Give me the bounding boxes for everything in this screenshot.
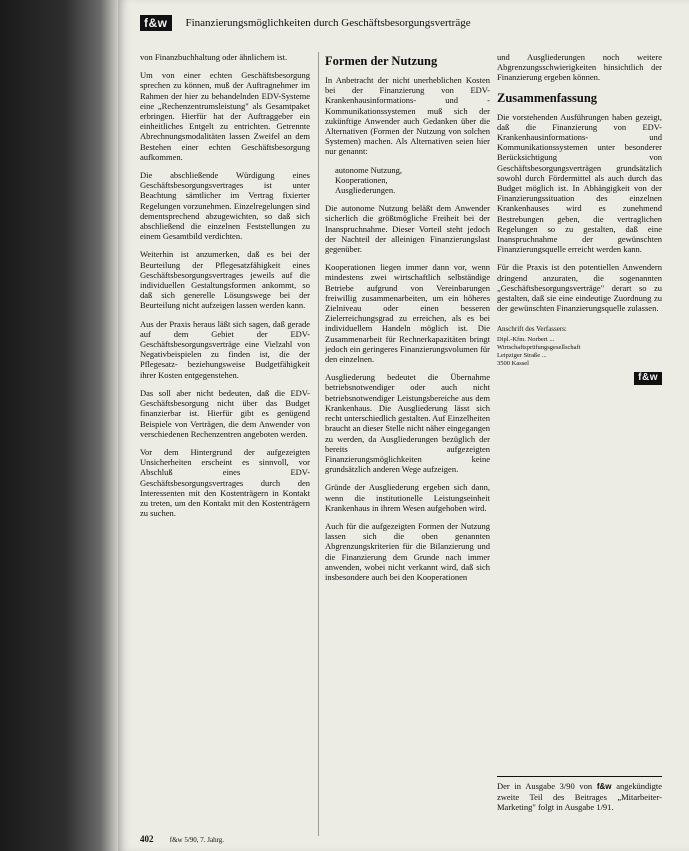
running-title: Finanzierungsmöglichkeiten durch Geschäftsbesorgungsverträge [185, 17, 471, 30]
paragraph: Ausgliederung bedeutet die Übernahme betriebsnotwendiger oder auch nicht betriebsnotwendiger Leistungsbereiche aus dem Krankenhaus. Die Ausgliederung lässt sich recht unterschiedlich gestalten. Auf Einzelheiten braucht an dieser Stelle nicht näher eingegangen zu werden, da Ausgliederungen bezüglich der bereits aufgezeigten Finanzierungsmöglichkeiten keine grundsätzlich anderen Wege aufzeigen. [325, 372, 490, 475]
paragraph: Für die Praxis ist den potentiellen Anwendern dringend anzuraten, die sogenannten „Geschäftsbesorgungsverträge" derart so zu gestalten, daß sie eine eindeutige Zuordnung zu der gewünschten Finanzierungsquelle zulassen. [497, 262, 662, 314]
logo: f&w [140, 15, 172, 31]
note-text: Der in Ausgabe 3/90 von [497, 781, 593, 791]
note-text: angekündigte zweite Teil des Beitrages „Mitarbeiter-Marketing" folgt in Ausgabe 1/91. [497, 781, 662, 813]
page-number: 402 [140, 834, 154, 844]
paragraph: Gründe der Ausgliederung ergeben sich dann, wenn die institutionelle Leistungseinheit Krankenhaus in ihrem Wesen aufgehoben wird. [325, 482, 490, 513]
logo: f&w [596, 782, 612, 791]
paragraph: In Anbetracht der nicht unerheblichen Kosten bei der Finanzierung von EDV-Krankenhausinformations- und -Kommunikationssystemen muß sich der zukünftige Anwender auch Gedanken über die Alternativen (Formen der Nutzung von solchen Systemen) machen. Als Alternativen seien hier nur genannt: [325, 75, 490, 157]
paragraph: Das soll aber nicht bedeuten, daß die EDV-Geschäftsbesorgung nicht über das Budget finanzierbar ist. Hierfür gibt es genügend Beispiele von Verträgen, die dem Anwender von verschiedenen Rechenzentren angeboten werden. [140, 387, 310, 439]
address-label: Anschrift des Verfassers: [497, 325, 567, 334]
author-address [497, 325, 662, 368]
editorial-note [497, 776, 662, 813]
options-list [335, 165, 490, 196]
address-line: Wirtschaftsprüfungsgesellschaft [497, 344, 581, 352]
end-mark [497, 372, 662, 384]
right-column [497, 52, 662, 836]
paragraph: Die abschließende Würdigung eines Geschäftsbesorgungsvertrages ist unter Beachtung sämtlicher im Vertrag fixierter Regelungen vorzunehmen. Einzelregelungen sind dementsprechend abzugewichten, so daß sich abschließend die einzelnen Feststellungen zu einem Gesamtbild verdichten. [140, 170, 310, 242]
paragraph: Die autonome Nutzung beläßt dem Anwender sicherlich die größtmögliche Freiheit bei der Inanspruchnahme. Dieser Vorteil steht jedoch der Nachteil der alleinigen Finanzierungslast gegenüber. [325, 203, 490, 255]
issue-label: f&w 5/90, 7. Jahrg. [169, 836, 225, 844]
paragraph: Die vorstehenden Ausführungen haben gezeigt, daß die Finanzierung von EDV-Krankenhausinformations- und Kommunikationssystemen unter besonderer Berücksichtigung von Geschäftsbesorgungsverträgen grundsätzlich sowohl durch Fördermittel als auch durch das Budget möglich ist. In Abhängigkeit von der Finanzierungssituation des einzelnen Krankenhauses wird es zunehmend Bestrebungen geben, die vertraglichen Regelungen so zu gestalten, daß eine Inanspruchnahme der gewünschten Finanzierungsquelle erreicht werden kann. [497, 111, 662, 255]
logo: f&w [634, 372, 662, 384]
paragraph: Auch für die aufgezeigten Formen der Nutzung lassen sich die oben genannten Abgrenzungskriterien für die Bilanzierung und die Finanzierung dem Grunde nach immer anwenden, wobei nicht verkannt wird, daß sich insbesondere auch bei den Kooperationen [325, 520, 490, 582]
address-line: Leipziger Straße ... [497, 352, 547, 360]
paragraph: Kooperationen liegen immer dann vor, wenn mindestens zwei wirtschaftlich selbständige Betriebe aufgrund von Vereinbarungen freiwillig zusammenarbeiten, um ein höheres Zielniveau oder einen besseren Zielerreichungsgrad zu erreichen, als es bei individuellem Handeln möglich ist. Die Zusammenarbeit für Rechnerkapazitäten bringt jedoch ein geringeres Finanzierungsvolumen für den einzelnen. [325, 262, 490, 365]
book-gutter [0, 0, 118, 851]
paragraph: Aus der Praxis heraus läßt sich sagen, daß gerade auf dem Gebiet der EDV-Geschäftsbesorgungsverträge eine Vielzahl von Negativbeispielen zu finden ist, die der Pflegesatz- beziehungsweise Budgetfähigkeit ihrer Kosten entgegenstehen. [140, 318, 310, 380]
middle-column [318, 52, 490, 836]
address-line: Dipl.-Kfm. Norbert ... [497, 336, 555, 344]
paragraph: Um von einer echten Geschäftsbesorgung sprechen zu können, muß der Auftragnehmer im Rahmen der hier zu behandelnden EDV-Systeme eine „Rechenzentrumsleistung" als Gesamtpaket erbringen. Hierfür hat der Auftraggeber ein einheitliches Entgelt zu entrichten. Getrennte Abrechnungsmodalitäten lassen Zweifel an dem Bestehen einer echten Geschäftsbesorgung aufkommen. [140, 70, 310, 162]
address-line: 3500 Kassel [497, 360, 529, 368]
paragraph: Weiterhin ist anzumerken, daß es bei der Beurteilung der Pflegesatzfähigkeit eines Geschäftsbesorgungsvertrages jeweils auf die individuellen Gestaltungsformen ankommt, so daß sich generelle Lösungswege bei der Beurteilung nicht aufzeigen lassen werden kann. [140, 249, 310, 311]
page-footer [140, 834, 662, 844]
paragraph: von Finanzbuchhaltung oder ähnlichem ist. [140, 52, 288, 62]
list-item: Ausgliederungen. [335, 185, 396, 196]
list-item: Kooperationen, [335, 174, 388, 185]
paragraph: Vor dem Hintergrund der aufgezeigten Unsicherheiten erscheint es sinnvoll, vor Abschluß eines EDV-Geschäftsbesorgungsvertrages durch den Interessenten mit den Kostenträgern in Kontakt zu treten, um den Kontakt mit den Kostenträgern zu suchen. [140, 446, 310, 519]
paragraph: und Ausgliederungen noch weitere Abgrenzungsschwierigkeiten hinsichtlich der Finanzierung ergeben können. [497, 52, 662, 83]
running-header [140, 14, 662, 34]
list-item: autonome Nutzung, [335, 164, 403, 175]
section-heading: Zusammenfassung [497, 90, 598, 105]
left-column [140, 52, 310, 836]
section-heading: Formen der Nutzung [325, 54, 438, 68]
